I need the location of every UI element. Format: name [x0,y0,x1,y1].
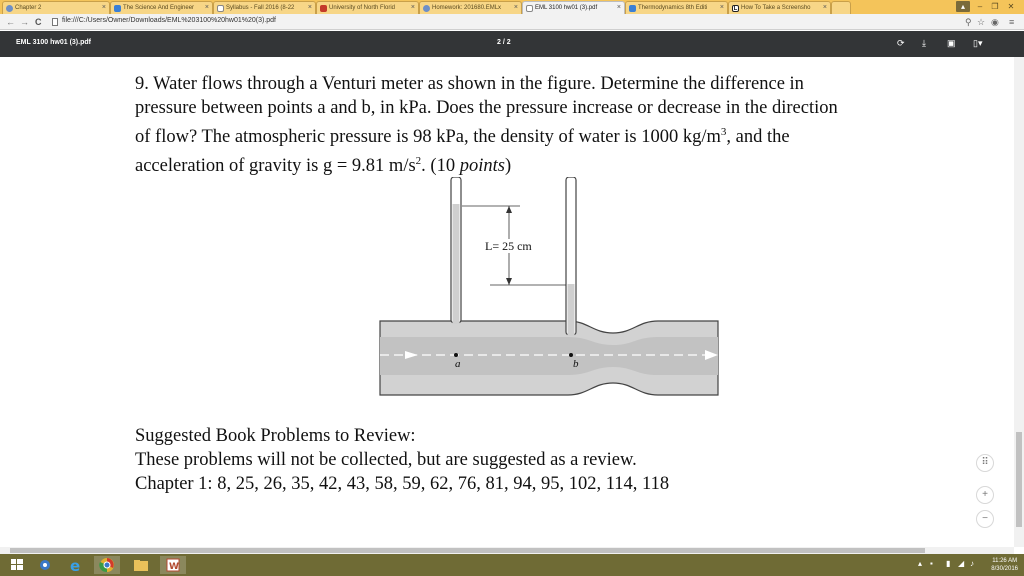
browser-tab-strip [0,0,1024,14]
page-indicator: 2 / 2 [497,39,511,46]
doc-icon [526,5,533,12]
word-icon [160,556,186,574]
taskbar-ie[interactable] [62,556,88,574]
suggested-note: These problems will not be collected, but are suggested as a review. [135,450,637,470]
pdf-page [0,57,1014,547]
new-tab-button[interactable] [831,1,851,14]
length-label: L= 25 cm [485,239,532,253]
tab-homework[interactable]: Homework: 201680.EMLx × [419,1,522,14]
tab-eml-pdf[interactable]: EML 3100 hw01 (3).pdf × [522,1,625,14]
point-a-marker [454,353,458,357]
globe-icon [6,5,13,12]
arrowhead-up [506,206,512,213]
windows-icon [4,556,30,574]
unf-icon [320,5,327,12]
problem-line: of flow? The atmospheric pressure is 98 kPa, the density of water is 1000 $kg/m^3$, and the [135,126,790,148]
download-icon[interactable]: ⤓ [922,38,926,48]
close-icon[interactable]: × [101,4,106,11]
tab-syllabus[interactable]: Syllabus - Fall 2016 (8-22 × [213,1,316,14]
problem-line: pressure between points a and b, in kPa. Does the pressure increase or decrease in the direction [135,98,838,118]
problem-text [135,72,995,178]
user-icon[interactable]: ▴ [956,1,970,12]
taskbar-chrome[interactable] [94,556,120,574]
taskbar-word[interactable] [160,556,186,574]
back-icon[interactable]: ← [6,17,15,27]
close-icon[interactable]: × [822,4,827,11]
l-icon: L [733,6,738,12]
forward-icon[interactable]: → [20,17,29,27]
clock-time: 11:26 AM [992,558,1018,564]
svg-text:W: W [169,562,179,572]
extension-icon[interactable]: ◉ [991,17,999,27]
signal-icon[interactable]: ◢ [958,559,965,568]
network-icon[interactable]: ▪ [930,559,933,568]
rotate-icon[interactable]: ⟳ [897,38,905,48]
horizontal-scrollbar[interactable] [0,547,1014,554]
taskbar-explorer[interactable] [128,556,154,574]
zoom-out-button[interactable]: − [976,510,994,528]
c-icon [629,5,636,12]
reload-icon[interactable]: C [35,17,42,27]
scroll-thumb[interactable] [10,548,925,553]
menu-icon[interactable]: ≡ [1009,17,1015,27]
tab-science-engineering[interactable]: The Science And Engineer × [110,1,213,14]
chrome-icon [94,556,120,574]
zoom-in-button[interactable]: + [976,486,994,504]
vertical-scrollbar[interactable] [1014,57,1024,547]
svg-text:e: e [70,557,81,574]
volume-icon[interactable]: ♪ [970,559,974,568]
tab-screenshot-howto[interactable]: L How To Take a Screensho × [728,1,831,14]
address-bar [0,14,1024,30]
close-icon[interactable]: × [307,4,312,11]
start-button[interactable] [4,556,30,574]
tray-expand-icon[interactable]: ▴ [918,559,923,568]
clock-date: 8/30/2016 [991,566,1018,572]
tab-thermodynamics[interactable]: Thermodynamics 8th Editi × [625,1,728,14]
folder-icon [128,556,154,574]
point-b-marker [569,353,573,357]
minimize-icon[interactable]: – [977,2,983,11]
taskbar-app-icon[interactable] [32,556,58,574]
venturi-meter-figure [378,177,723,399]
c-icon [114,5,121,12]
scroll-thumb[interactable] [1016,432,1022,527]
bookmark-star-icon[interactable]: ☆ [977,17,986,27]
close-icon[interactable]: × [513,4,518,11]
water-column-b [568,284,575,336]
doc-icon [217,5,224,12]
suggested-list: Chapter 1: 8, 25, 26, 35, 42, 43, 58, 59, 62, 76, 81, 94, 95, 102, 114, 118 [135,474,670,494]
page-icon [52,18,58,26]
taskbar [0,554,1024,576]
close-icon[interactable]: × [204,4,209,11]
pdf-title: EML 3100 hw01 (3).pdf [16,39,91,46]
suggested-heading: Suggested Book Problems to Review: [135,426,416,446]
zoom-icon[interactable]: ⚲ [965,17,972,27]
tab-unf[interactable]: University of North Florid × [316,1,419,14]
problem-line: acceleration of gravity is g = 9.81 $m/s^2$. (10 points) [135,155,512,177]
close-window-icon[interactable]: ✕ [1007,2,1015,11]
flow-core [380,337,718,375]
point-b-label: b [573,358,579,370]
close-icon[interactable]: × [410,4,415,11]
internet-explorer-icon [62,556,88,574]
fit-page-icon[interactable]: ⠿ [976,454,994,472]
arrowhead-down [506,278,512,285]
tab-chapter-2[interactable]: Chapter 2 × [2,1,110,14]
taskbar-clock[interactable] [991,557,1018,573]
globe-icon [423,5,430,12]
close-icon[interactable]: × [616,4,621,11]
print-icon[interactable]: ▣ [947,38,956,48]
restore-icon[interactable]: ❐ [991,2,999,11]
water-column-a [453,204,460,324]
url-field[interactable]: file:///C:/Users/Owner/Downloads/EML%203100%20hw01%20(3).pdf [62,17,276,24]
suggested-problems [135,424,995,496]
close-icon[interactable]: × [719,4,724,11]
battery-icon[interactable]: ▮ [946,559,951,568]
bookmark-menu-icon[interactable]: ▯▾ [973,38,983,48]
pdf-toolbar [0,31,1024,57]
problem-line: 9. Water flows through a Venturi meter as shown in the figure. Determine the difference in [135,74,804,94]
app-icon [32,556,58,574]
point-a-label: a [455,358,461,370]
